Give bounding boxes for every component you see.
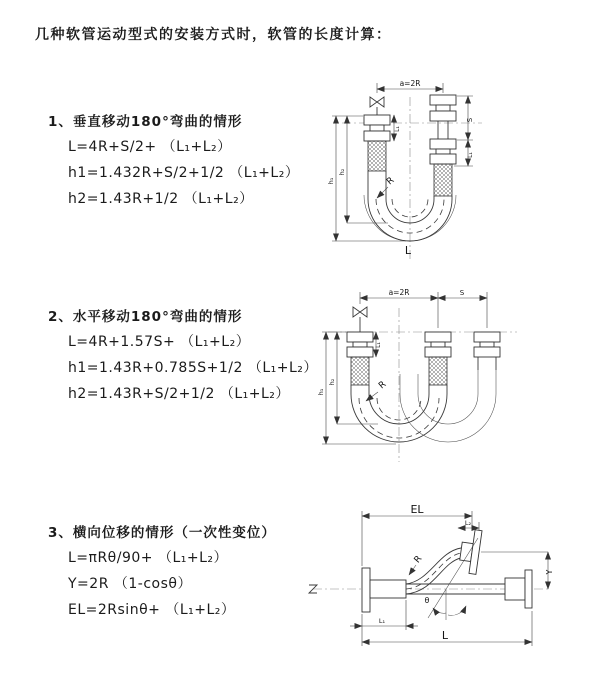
left-fitting	[364, 115, 390, 171]
section-1-heading: 1、垂直移动180°弯曲的情形	[48, 114, 243, 130]
dim-label-l1: L₁	[378, 617, 386, 625]
section-3-heading: 3、横向位移的情形（一次性变位）	[48, 525, 276, 541]
page-title: 几种软管运动型式的安装方式时，软管的长度计算：	[35, 27, 392, 43]
section-2-formula-2: h1=1.43R+0.785S+1/2 （L₁+L₂）	[68, 360, 318, 376]
right-fitting-upper-position	[430, 95, 456, 139]
section-2-formula-1: L=4R+1.57S+ （L₁+L₂）	[68, 334, 251, 350]
right-fitting-lower-position	[430, 139, 456, 196]
dim-label-l1-right: L₁	[467, 152, 474, 158]
dim-label-l2: L₂	[464, 519, 472, 527]
valve-symbol	[370, 97, 384, 115]
upper-flange-displaced	[458, 528, 482, 574]
dim-label-h2: h₂	[338, 168, 346, 176]
dim-label-h1: h₁	[317, 388, 325, 396]
left-flange	[362, 568, 406, 612]
radius-label: R	[385, 175, 397, 188]
dimension-lines	[322, 292, 487, 444]
right-fitting	[474, 332, 500, 370]
dim-label-l1-left: L₁	[394, 126, 401, 132]
dim-label-s: S	[466, 117, 474, 123]
diagram-lateral-displacement	[300, 502, 600, 664]
dim-label-el: EL	[410, 503, 424, 516]
dim-label-a2r: a=2R	[388, 288, 410, 297]
diagram-horizontal-180-bend	[312, 282, 600, 472]
section-1-formula-1: L=4R+S/2+ （L₁+L₂）	[68, 139, 232, 155]
dim-label-a2r: a=2R	[399, 79, 421, 88]
section-1-formula-3: h2=1.43R+1/2 （L₁+L₂）	[68, 191, 254, 207]
section-3-formula-1: L=πRθ/90+ （L₁+L₂）	[68, 550, 229, 566]
right-flange-straight	[505, 570, 532, 608]
dim-label-s: S	[459, 289, 465, 297]
section-3-formula-3: EL=2Rsinθ+ （L₁+L₂）	[68, 602, 236, 618]
radius-label: R	[412, 554, 425, 566]
centerlines	[342, 97, 482, 259]
dim-label-h1: h₁	[327, 177, 335, 185]
angle-theta-label: θ	[424, 596, 430, 605]
section-1-formula-2: h1=1.432R+S/2+1/2 （L₁+L₂）	[68, 165, 300, 181]
valve-symbol	[353, 307, 367, 332]
section-3-formula-2: Y=2R （1-cosθ）	[68, 576, 192, 592]
section-2-formula-3: h2=1.43R+S/2+1/2 （L₁+L₂）	[68, 386, 290, 402]
hose-u-bend-position-2	[400, 370, 496, 442]
dim-label-h2: h₂	[328, 378, 336, 386]
dim-label-l1: L₁	[375, 342, 382, 348]
left-fitting	[347, 332, 373, 385]
dim-label-y: Y	[545, 569, 554, 575]
middle-fitting	[425, 332, 451, 385]
hose-displaced-position	[406, 548, 461, 594]
length-label: L	[404, 244, 412, 257]
section-2-heading: 2、水平移动180°弯曲的情形	[48, 309, 243, 325]
dim-label-l: L	[441, 629, 449, 642]
radius-label: R	[377, 379, 389, 392]
diagram-vertical-180-bend	[312, 75, 600, 265]
